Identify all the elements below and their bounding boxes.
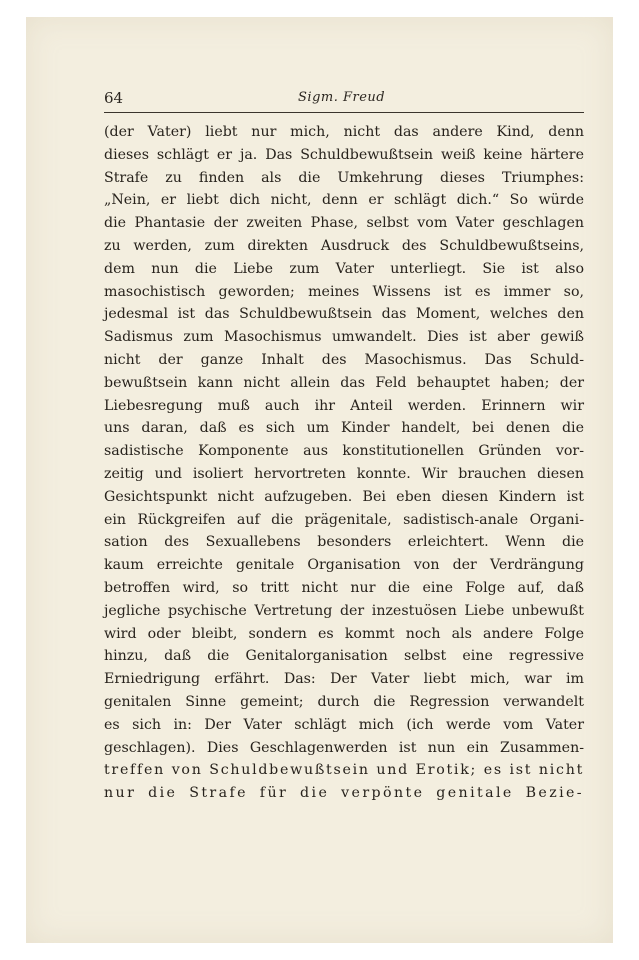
body-text xyxy=(104,121,584,805)
text-line: jegliche psychische Vertretung der inzestuösen Liebe unbewußt xyxy=(104,602,584,619)
text-line: Sadismus zum Masochismus umwandelt. Dies ist aber gewiß xyxy=(104,329,584,346)
text-line: wird oder bleibt, sondern es kommt noch als andere Folge xyxy=(104,625,584,642)
text-line: treffen von Schuldbewußtsein und Erotik; es ist nicht xyxy=(104,762,584,779)
text-line: kaum erreichte genitale Organisation von der Verdrängung xyxy=(104,557,584,574)
text-line: dem nun die Liebe zum Vater unterliegt. Sie ist also xyxy=(104,260,584,277)
text-line: sadistische Komponente aus konstitutionellen Gründen vor- xyxy=(104,443,584,460)
text-line: nur die Strafe für die verpönte genitale Bezie- xyxy=(104,785,584,802)
header-rule xyxy=(104,112,584,113)
text-line: Strafe zu finden als die Umkehrung dieses Triumphes: xyxy=(104,169,584,186)
text-line: Gesichtspunkt nicht aufzugeben. Bei eben diesen Kindern ist xyxy=(104,488,584,505)
text-line: jedesmal ist das Schuldbewußtsein das Moment, welches den xyxy=(104,306,584,323)
text-line: Liebesregung muß auch ihr Anteil werden. Erinnern wir xyxy=(104,397,584,414)
text-line: Erniedrigung erfährt. Das: Der Vater liebt mich, war im xyxy=(104,671,584,688)
page-header xyxy=(104,85,584,107)
text-line: geschlagen). Dies Geschlagenwerden ist nun ein Zusammen- xyxy=(104,739,584,756)
text-line: zu werden, zum direkten Ausdruck des Schuldbewußtseins, xyxy=(104,237,584,254)
page-number: 64 xyxy=(104,89,124,107)
text-line: dieses schlägt er ja. Das Schuldbewußtsein weiß keine härtere xyxy=(104,146,584,163)
text-line: es sich in: Der Vater schlägt mich (ich werde vom Vater xyxy=(104,716,584,733)
text-line: die Phantasie der zweiten Phase, selbst vom Vater geschlagen xyxy=(104,215,584,232)
text-line: sation des Sexuallebens besonders erleichtert. Wenn die xyxy=(104,534,584,551)
running-head: Sigm. Freud xyxy=(298,90,386,105)
text-line: genitalen Sinne gemeint; durch die Regression verwandelt xyxy=(104,693,584,710)
text-line: nicht der ganze Inhalt des Masochismus. Das Schuld- xyxy=(104,351,584,368)
text-line: uns daran, daß es sich um Kinder handelt, bei denen die xyxy=(104,420,584,437)
text-line: (der Vater) liebt nur mich, nicht das andere Kind, denn xyxy=(104,124,584,140)
text-line: masochistisch geworden; meines Wissens ist es immer so, xyxy=(104,283,584,300)
text-line: bewußtsein kann nicht allein das Feld behauptet haben; der xyxy=(104,374,584,391)
text-line: betroffen wird, so tritt nicht nur die eine Folge auf, daß xyxy=(104,579,584,596)
text-line: zeitig und isoliert hervortreten konnte. Wir brauchen diesen xyxy=(104,465,584,482)
text-line: hinzu, daß die Genitalorganisation selbst eine regressive xyxy=(104,648,584,665)
text-line: „Nein, er liebt dich nicht, denn er schlägt dich.“ So würde xyxy=(104,192,584,209)
text-line: ein Rückgreifen auf die prägenitale, sadistisch-anale Organi- xyxy=(104,511,584,528)
